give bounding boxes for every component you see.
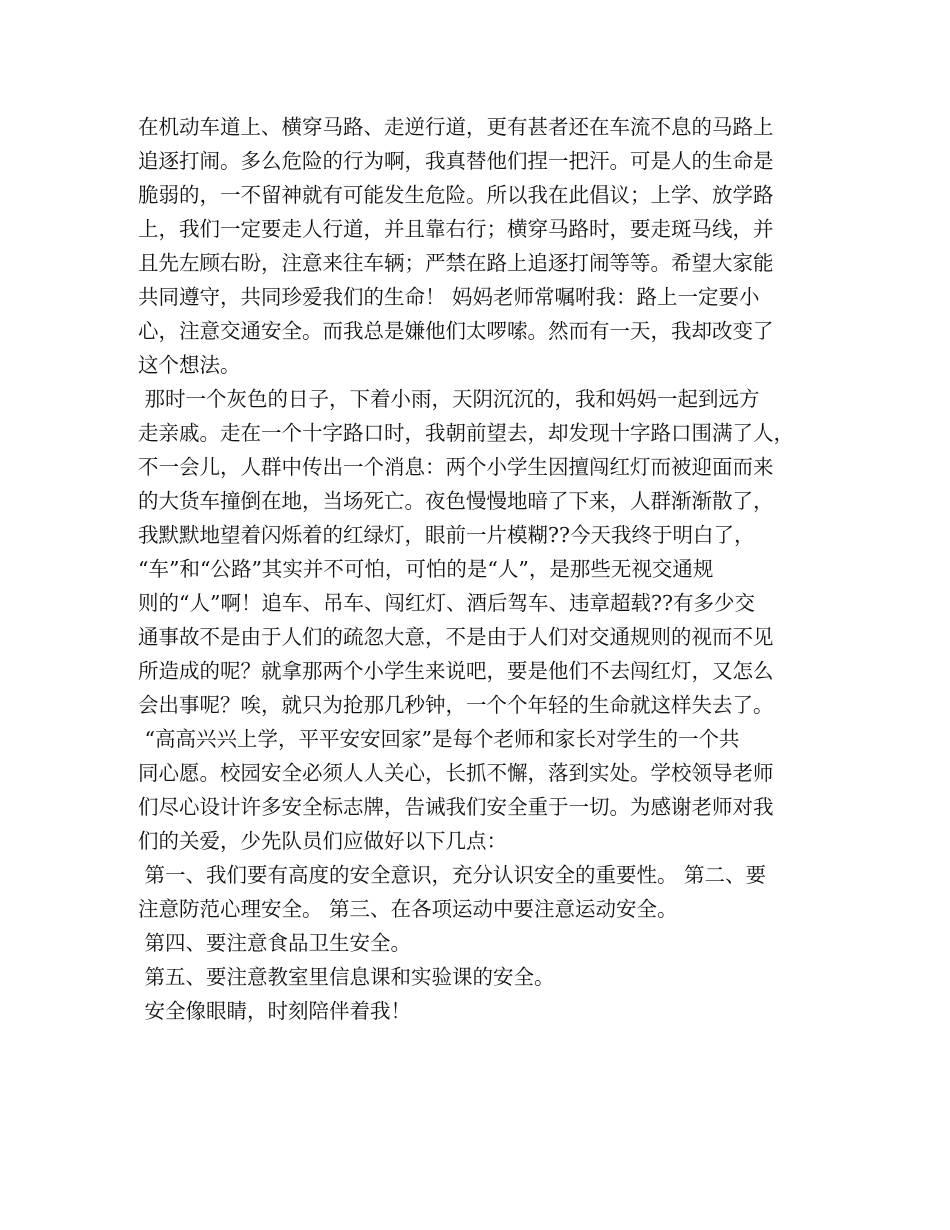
text-line: 这个想法。	[138, 353, 241, 377]
text-line: 所造成的呢？就拿那两个小学生来说吧，要是他们不去闯红灯，又怎么	[138, 659, 774, 683]
text-line: 则的“人”啊！追车、吊车、闯红灯、酒后驾车、违章超载??有多少交	[138, 591, 755, 615]
text-line: 追逐打闹。多么危险的行为啊，我真替他们捏一把汗。可是人的生命是	[138, 149, 774, 173]
text-line: 注意防范心理安全。 第三、在各项运动中要注意运动安全。	[138, 897, 678, 921]
text-line: 通事故不是由于人们的疏忽大意，不是由于人们对交通规则的视而不见	[138, 625, 774, 649]
text-line: 会出事呢？唉，就只为抢那几秒钟，一个个年轻的生命就这样失去了。	[138, 693, 774, 717]
text-line: 第四、要注意食品卫生安全。	[138, 931, 412, 955]
text-line: 走亲戚。走在一个十字路口时，我朝前望去，却发现十字路口围满了人，	[138, 421, 794, 445]
text-line: “高高兴兴上学，平平安安回家”是每个老师和家长对学生的一个共	[138, 727, 740, 751]
text-line: 同心愿。校园安全必须人人关心，长抓不懈，落到实处。学校领导老师	[138, 761, 774, 785]
text-line: 心，注意交通安全。而我总是嫌他们太啰嗦。然而有一天，我却改变了	[138, 319, 774, 343]
text-line: 第一、我们要有高度的安全意识，充分认识安全的重要性。 第二、要	[138, 863, 767, 887]
text-line: 的大货车撞倒在地，当场死亡。夜色慢慢地暗了下来，人群渐渐散了，	[138, 489, 774, 513]
text-line: 们尽心设计许多安全标志牌，告诫我们安全重于一切。为感谢老师对我	[138, 795, 774, 819]
text-line: 第五、要注意教室里信息课和实验课的安全。	[138, 965, 555, 989]
text-line: 上，我们一定要走人行道，并且靠右行；横穿马路时，要走斑马线，并	[138, 217, 774, 241]
text-line: 安全像眼睛，时刻陪伴着我！	[138, 999, 412, 1023]
text-line: “车”和“公路”其实并不可怕，可怕的是“人”，是那些无视交通规	[138, 557, 714, 581]
text-line: 且先左顾右盼，注意来往车辆；严禁在路上追逐打闹等等。希望大家能	[138, 251, 774, 275]
document-body	[138, 110, 828, 1028]
text-line: 我默默地望着闪烁着的红绿灯，眼前一片模糊??今天我终于明白了，	[138, 523, 755, 547]
text-line: 们的关爱，少先队员们应做好以下几点：	[138, 829, 507, 853]
text-line: 不一会儿，人群中传出一个消息：两个小学生因擅闯红灯而被迎面而来	[138, 455, 774, 479]
text-line: 那时一个灰色的日子，下着小雨，天阴沉沉的，我和妈妈一起到远方	[138, 387, 760, 411]
text-line: 在机动车道上、横穿马路、走逆行道，更有甚者还在车流不息的马路上	[138, 115, 774, 139]
text-line: 脆弱的，一不留神就有可能发生危险。所以我在此倡议；上学、放学路	[138, 183, 774, 207]
text-line: 共同遵守，共同珍爱我们的生命！ 妈妈老师常嘱咐我：路上一定要小	[138, 285, 760, 309]
